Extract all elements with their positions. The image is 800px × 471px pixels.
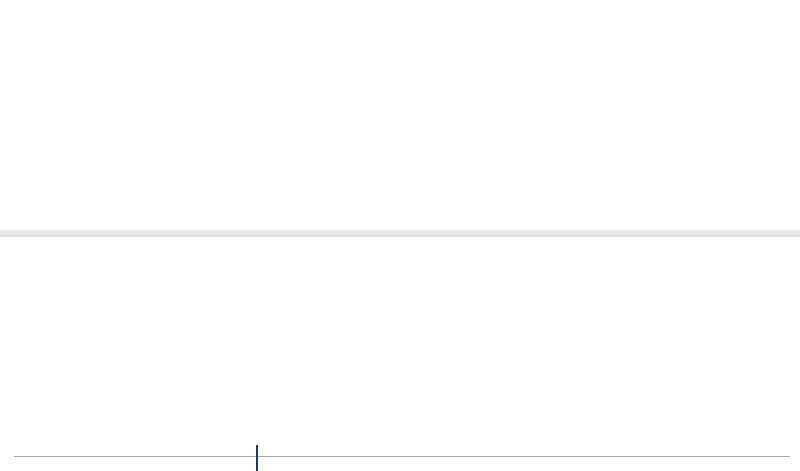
footer: [0, 430, 800, 471]
spiral-binding: [0, 208, 800, 260]
page-marker: [256, 445, 258, 471]
binding-band: [0, 230, 800, 237]
top-page: [0, 0, 800, 208]
footer-line: [14, 456, 790, 457]
bottom-page: [0, 262, 800, 471]
